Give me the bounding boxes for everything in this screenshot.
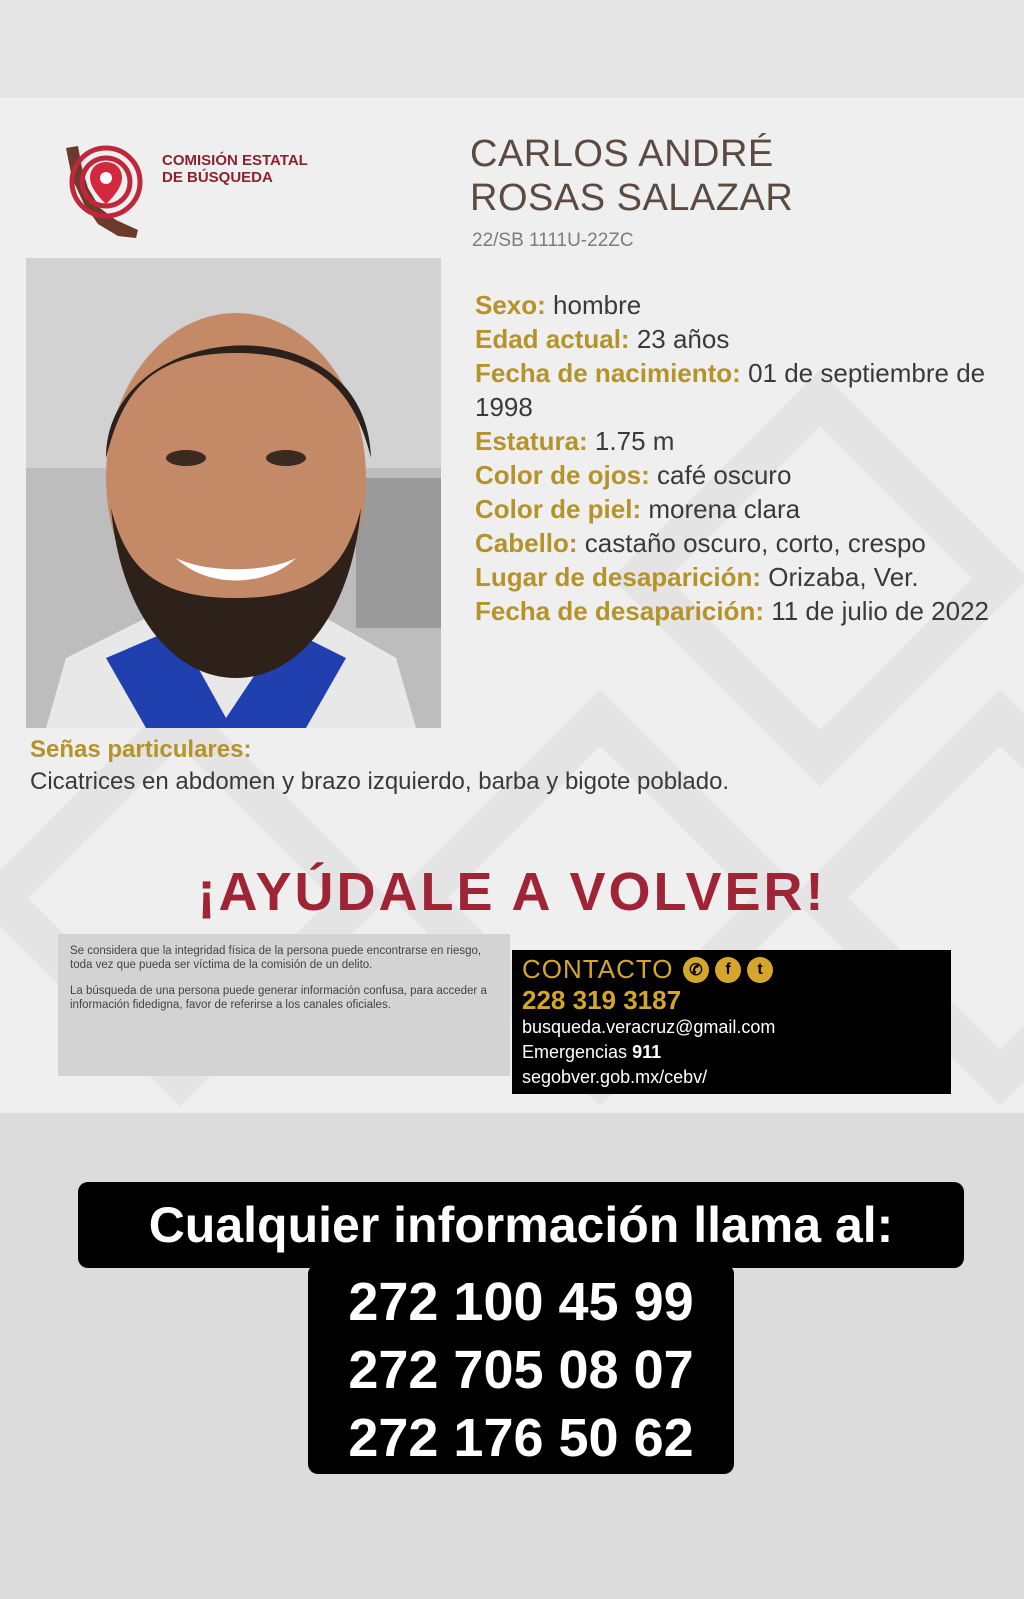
detail-value: Orizaba, Ver. bbox=[761, 562, 919, 592]
detail-label: Cabello: bbox=[475, 528, 578, 558]
veracruz-map-pin-icon bbox=[58, 138, 168, 248]
detail-value: 11 de julio de 2022 bbox=[763, 596, 990, 626]
person-portrait-image bbox=[26, 258, 441, 728]
disclaimer-paragraph-1: Se considera que la integridad física de la persona puede encontrarse en riesgo, toda vez que pueda ser víctima de la comisión de un delito. bbox=[70, 945, 482, 971]
callout-title: Cualquier información llama al: bbox=[78, 1182, 964, 1268]
detail-fecha-nacimiento bbox=[475, 356, 1015, 424]
detail-lugar-desaparicion bbox=[475, 560, 1015, 594]
detail-label: Color de ojos: bbox=[475, 460, 650, 490]
emergencias-label: Emergencias bbox=[522, 1042, 633, 1062]
person-name-line1: CARLOS ANDRÉ bbox=[470, 133, 774, 175]
detail-cabello bbox=[475, 526, 1015, 560]
detail-value: castaño oscuro, corto, crespo bbox=[577, 528, 926, 558]
detail-sexo bbox=[475, 288, 1015, 322]
detail-label: Fecha de desaparición: bbox=[475, 596, 764, 626]
detail-label: Fecha de nacimiento: bbox=[475, 358, 741, 388]
missing-person-poster bbox=[0, 98, 1024, 1113]
contact-box bbox=[512, 950, 951, 1094]
disclaimer-paragraph-2: La búsqueda de una persona puede generar información confusa, para acceder a información fidedigna, favor de referirse a los canales oficiales. bbox=[70, 985, 487, 1011]
detail-color-ojos bbox=[475, 458, 1015, 492]
callout-phone-number[interactable]: 272 705 08 07 bbox=[348, 1340, 694, 1400]
contact-emergencias bbox=[522, 1040, 941, 1065]
organization-name-line1: COMISIÓN ESTATAL bbox=[162, 152, 308, 169]
contact-title: CONTACTO bbox=[522, 954, 674, 984]
detail-fecha-desaparicion bbox=[475, 594, 1015, 628]
callout-phone-number[interactable]: 272 176 50 62 bbox=[348, 1408, 694, 1468]
case-id: 22/SB 1111U-22ZC bbox=[472, 230, 634, 251]
detail-value: 01 de septiembre de 1998 bbox=[475, 358, 986, 422]
detail-label: Estatura: bbox=[475, 426, 588, 456]
contact-email[interactable]: busqueda.veracruz@gmail.com bbox=[522, 1017, 776, 1037]
detail-value: 1.75 m bbox=[587, 426, 675, 456]
detail-value: morena clara bbox=[641, 494, 801, 524]
detail-label: Color de piel: bbox=[475, 494, 642, 524]
twitter-icon[interactable]: t bbox=[747, 957, 773, 983]
detail-edad bbox=[475, 322, 1015, 356]
organization-name-line2: DE BÚSQUEDA bbox=[162, 169, 273, 186]
detail-value: hombre bbox=[545, 290, 642, 320]
detail-label: Sexo: bbox=[475, 290, 546, 320]
contact-website[interactable]: segobver.gob.mx/cebv/ bbox=[522, 1067, 708, 1087]
contact-header bbox=[522, 954, 941, 985]
detail-value: 23 años bbox=[629, 324, 730, 354]
emergencias-number[interactable]: 911 bbox=[632, 1042, 662, 1062]
person-details bbox=[475, 288, 1015, 628]
person-photo bbox=[26, 258, 441, 728]
callout-numbers bbox=[308, 1264, 734, 1474]
facebook-icon[interactable]: f bbox=[715, 957, 741, 983]
contact-phone[interactable]: 228 319 3187 bbox=[522, 985, 682, 1015]
slogan: ¡AYÚDALE A VOLVER! bbox=[197, 862, 827, 922]
person-name-line2: ROSAS SALAZAR bbox=[470, 177, 794, 219]
disclaimer-box bbox=[58, 934, 510, 1076]
person-name bbox=[470, 132, 793, 220]
detail-label: Edad actual: bbox=[475, 324, 630, 354]
distinguishing-marks-label: Señas particulares: bbox=[30, 736, 252, 763]
top-strip bbox=[0, 0, 1024, 98]
detail-value: café oscuro bbox=[649, 460, 792, 490]
distinguishing-marks-value: Cicatrices en abdomen y brazo izquierdo, barba y bigote poblado. bbox=[30, 768, 730, 795]
callout-phone-number[interactable]: 272 100 45 99 bbox=[348, 1272, 694, 1332]
detail-label: Lugar de desaparición: bbox=[475, 562, 762, 592]
distinguishing-marks bbox=[30, 734, 990, 798]
detail-color-piel bbox=[475, 492, 1015, 526]
phone-icon[interactable]: ✆ bbox=[683, 957, 709, 983]
social-icons bbox=[683, 957, 773, 983]
organization-name bbox=[162, 152, 308, 186]
detail-estatura bbox=[475, 424, 1015, 458]
